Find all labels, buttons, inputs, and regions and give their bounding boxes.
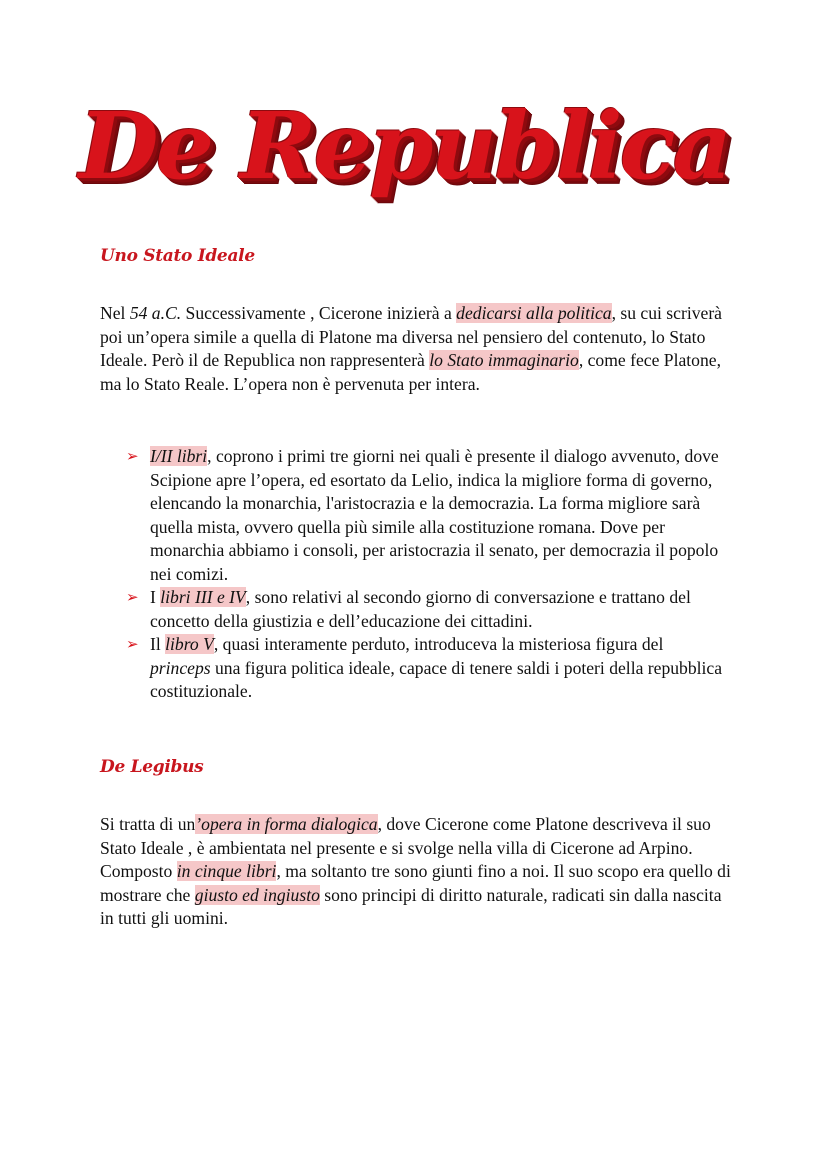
arrow-bullet-icon: ➢ (126, 447, 139, 465)
highlighted-text: I/II libri (150, 446, 208, 466)
highlighted-text: ’opera in forma dialogica (195, 814, 378, 834)
text-run: , come fece Platone, ma lo Stato Reale. L’opera non è pervenuta per intera. (100, 350, 721, 394)
page-title: De Republica (78, 92, 730, 200)
text-run-italic: princeps (150, 657, 211, 678)
list-item (126, 586, 726, 633)
text-run: I (150, 587, 161, 607)
highlighted-text: giusto ed ingiusto (194, 884, 320, 905)
text-run: , dove Cicerone come Platone descriveva il suo Stato Ideale , è ambientata nel presente e si svolge nella villa di Cicerone ad Arpino. Composto (100, 814, 711, 881)
highlighted-text: in cinque libri (176, 861, 277, 881)
highlighted-text: dedicarsi alla politica (456, 303, 612, 323)
text-run: una figura politica ideale, capace di tenere saldi i poteri della repubblica costituzionale. (150, 657, 723, 701)
text-run: Successivamente , Cicerone inizierà a (181, 303, 457, 323)
section-heading-de-legibus: De Legibus (100, 757, 204, 777)
arrow-bullet-icon: ➢ (126, 588, 139, 606)
text-run: , sono relativi al secondo giorno di conversazione e trattano del concetto della giustizia e dell’educazione dei cittadini. (150, 587, 691, 631)
text-run: Il (150, 634, 166, 654)
text-run: , quasi interamente perduto, introduceva la misteriosa figura del (213, 634, 664, 654)
books-list (126, 445, 726, 704)
paragraph-intro (100, 302, 736, 396)
paragraph-de-legibus (100, 813, 736, 931)
text-run: , ma soltanto tre sono giunti fino a noi. Il suo scopo era quello di mostrare che (100, 861, 731, 905)
text-run: Si tratta di un (100, 814, 196, 834)
text-run: sono principi di diritto naturale, radicati sin dalla nascita in tutti gli uomini. (100, 884, 722, 928)
text-run: , coprono i primi tre giorni nei quali è presente il dialogo avvenuto, dove Scipione apre l’opera, ed esortato da Lelio, indica la migliore forma di governo, elencando la monarchia, l'aristocrazia e la democrazia. La forma migliore sarà quella mista, ovvero quella più simile alla costituzione romana. Dove per monarchia abbiamo i consoli, per aristocrazia il senato, per democrazia il popolo nei comizi. (150, 446, 719, 584)
text-run-italic: 54 a.C. (129, 303, 182, 323)
list-item (126, 633, 726, 704)
list-item (126, 445, 726, 586)
text-run: Nel (100, 303, 130, 323)
highlighted-text: lo Stato immaginario (429, 350, 579, 370)
arrow-bullet-icon: ➢ (126, 635, 139, 653)
highlighted-text: libro V (165, 634, 214, 654)
text-run: , su cui scriverà poi un’opera simile a quella di Platone ma diversa nel pensiero del contenuto, lo Stato Ideale. Però il de Republica non rappresenterà (100, 303, 722, 370)
highlighted-text: libri III e IV (160, 587, 246, 607)
section-heading-uno-stato-ideale: Uno Stato Ideale (100, 246, 255, 266)
